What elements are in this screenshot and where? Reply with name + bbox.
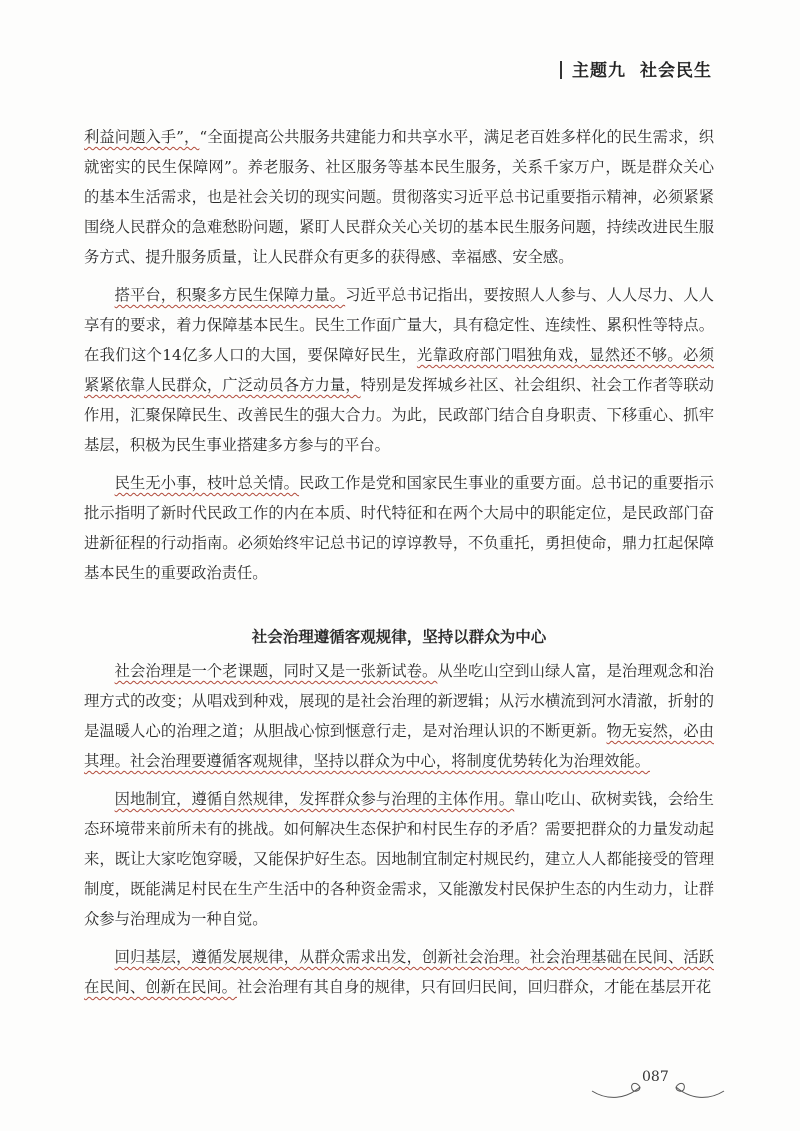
paragraph-platform [84,280,714,460]
header-title: 社会民生 [640,61,712,81]
highlight-lead: 利益问题入手”， [84,128,200,146]
paragraph-text: 特别是发挥城乡社区、社会组织、社会工作者等联动作用，汇聚保障民生、改善民生的强大合力。为此，民政部门结合自身职责、下移重心、抓牢基层，积极为民生事业搭建多方参与的平台。 [84,376,714,454]
highlight-lead: 因地制宜，遵循自然规律，发挥群众参与治理的主体作用。 [114,790,515,808]
highlight-lead: 搭平台，积聚多方民生保障力量。 [114,286,346,304]
highlight-text: 物无妄然，必由其理。社会治理要遵循客观规律，坚持以群众为中心，将制度优势转化为治理效能。 [84,722,714,770]
running-header [560,56,712,81]
highlight-lead: 民生无小事，枝叶总关情。 [114,474,300,492]
paragraph-text: 民政工作是党和国家民生事业的重要方面。总书记的重要指示批示指明了新时代民政工作的内在本质、时代特征和在两个大局中的职能定位，是民政部门奋进新征程的行动指南。必须始终牢记总书记的谆谆教导，不负重托，勇担使命，鼎力扛起保障基本民生的重要政治责任。 [84,474,714,582]
paragraph-intro [84,122,714,272]
highlight-lead: 回归基层，遵循发展规律，从群众需求出发，创新社会治理。 [114,948,530,966]
paragraph-text: 习近平总书记指出，要按照人人参与、人人尽力、人人享有的要求，着力保障基本民生。民生工作面广量大，具有稳定性、连续性、累积性等特点。在我们这个14亿多人口的大国，要保障好民生， [84,286,714,364]
paragraph-local-conditions [84,784,714,934]
header-theme: 主题九 [572,61,626,81]
paragraph-text: 靠山吃山、砍树卖钱，会给生态环境带来前所未有的挑战。如何解决生态保护和村民生存的矛盾？需要把群众的力量发动起来，既让大家吃饱穿暖，又能保护好生态。因地制宜制定村规民约，建立人人都能接受的管理制度，既能满足村民在生产生活中的各种资金需求，又能激发村民保护生态的内生动力，让群众参与治理成为一种自觉。 [84,790,714,928]
section-heading: 社会治理遵循客观规律，坚持以群众为中心 [251,627,547,646]
page-number-ornament [588,1065,728,1105]
highlight-lead: 社会治理是一个老课题，同时又是一张新试卷。 [114,662,438,680]
paragraph-text: “全面提高公共服务共建能力和共享水平，满足老百姓多样化的民生需求，织就密实的民生保障网”。养老服务、社区服务等基本民生服务，关系千家万户，既是群众关心的基本生活需求，也是社会关切的现实问题。贯彻落实习近平总书记重要指示精神，必须紧紧围绕人民群众的急难愁盼问题，紧盯人民群众关心关切的基本民生服务问题，持续改进民生服务方式、提升服务质量，让人民群众有更多的获得感、幸福感、安全感。 [84,128,714,266]
paragraph-governance [84,656,714,776]
paragraph-livelihood [84,468,714,588]
paragraph-text: 社会治理有其自身的规律，只有回归民间，回归群众，才能在基层开花 [236,978,712,996]
highlight-text: 社会治理基础在民间、活跃在民间、创新在民间。 [84,948,714,996]
page-number: 087 [642,1069,669,1085]
header-divider-bar [560,61,562,79]
paragraph-grassroots [84,942,714,1002]
body-text [84,122,714,1010]
paragraph-text: 从坐吃山空到山绿人富，是治理观念和治理方式的改变；从唱戏到种戏，展现的是社会治理的新逻辑；从污水横流到河水清澈，折射的是温暖人心的治理之道；从胆战心惊到惬意行走，是对治理认识的不断更新。 [84,662,714,740]
highlight-text: 光靠政府部门唱独角戏，显然还不够。必须紧紧依靠人民群众，广泛动员各方力量， [84,346,714,394]
